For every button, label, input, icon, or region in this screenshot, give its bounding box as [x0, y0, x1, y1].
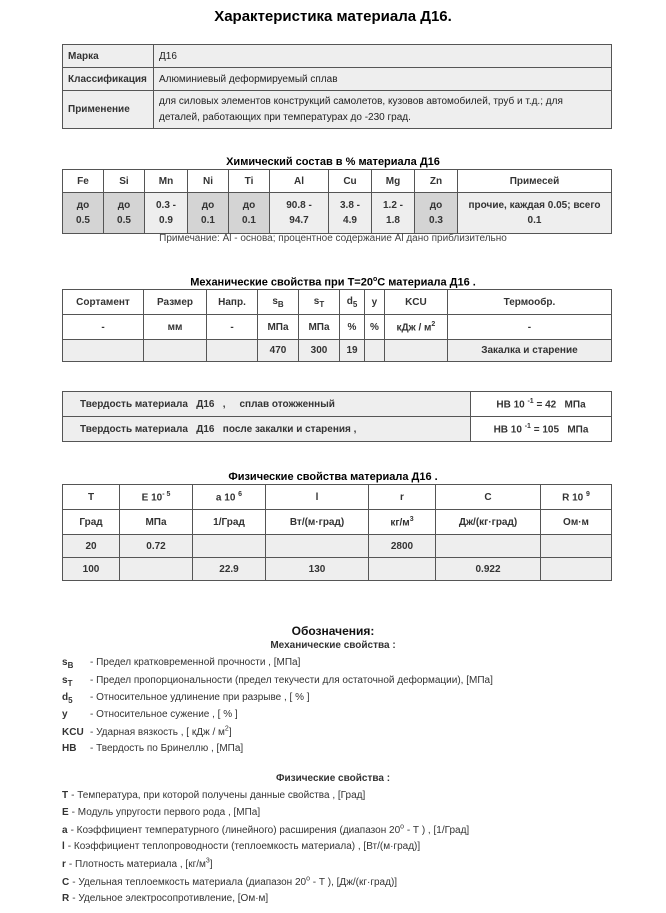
row-label: Классификация — [63, 68, 154, 91]
data-cell — [120, 558, 193, 581]
data-cell — [266, 535, 369, 558]
data-cell — [193, 535, 266, 558]
data-cell — [63, 340, 144, 362]
value-cell: до 0.1 — [229, 193, 270, 234]
row-value: Алюминиевый деформируемый сплав — [154, 68, 612, 91]
legend-item: $s_T$ - Предел пропорциональности (предел текучести для остаточной деформации), [МПа] — [62, 675, 493, 688]
physical-table — [62, 484, 612, 581]
header-cell: Cu — [329, 170, 372, 193]
unit-cell: Дж/(кг·град) — [436, 510, 541, 535]
units-row — [63, 510, 612, 535]
header-cell: T — [63, 485, 120, 510]
table-row — [63, 91, 612, 129]
table-row — [63, 417, 612, 442]
data-cell: 20 — [63, 535, 120, 558]
hardness-value: HB 10 $^{-1}$ = 42 МПа — [471, 392, 612, 417]
legend-item: R - Удельное электросопротивление, [Ом·м] — [62, 893, 269, 904]
data-cell: 19 — [340, 340, 365, 362]
header-cell: Si — [104, 170, 145, 193]
data-cell: 470 — [258, 340, 299, 362]
header-cell: Ti — [229, 170, 270, 193]
table-row — [63, 68, 612, 91]
header-cell: KCU — [384, 290, 447, 315]
legend-item: E - Модуль упругости первого рода , [МПа] — [62, 807, 261, 818]
mechanical-table — [62, 289, 612, 362]
unit-cell: мм — [144, 315, 207, 340]
header-cell: $d_5$ — [340, 290, 365, 315]
page-title: Характеристика материала Д16. — [214, 8, 452, 25]
data-cell — [384, 340, 447, 362]
data-cell: 0.922 — [436, 558, 541, 581]
legend-item: C - Удельная теплоемкость материала (диапазон 20$^o$ - Т ), [Дж/(кг·град)] — [62, 876, 398, 889]
header-cell: a 10 $^6$ — [193, 485, 266, 510]
row-label: Марка — [63, 45, 154, 68]
data-cell — [207, 340, 258, 362]
unit-cell: МПа — [258, 315, 299, 340]
data-cell: 0.72 — [120, 535, 193, 558]
row-value: Д16 — [154, 45, 612, 68]
header-cell: Примесей — [458, 170, 612, 193]
header-cell: l — [266, 485, 369, 510]
header-cell: Fe — [63, 170, 104, 193]
data-cell — [541, 535, 612, 558]
legend-item: T - Температура, при которой получены данные свойства , [Град] — [62, 790, 366, 801]
table-row — [63, 45, 612, 68]
data-cell — [369, 558, 436, 581]
header-row — [63, 485, 612, 510]
value-cell: прочие, каждая 0.05; всего 0.1 — [458, 193, 612, 234]
header-cell: $s_T$ — [299, 290, 340, 315]
unit-cell: Вт/(м·град) — [266, 510, 369, 535]
legend-item: l - Коэффициент теплопроводности (теплоемкость материала) , [Вт/(м·град)] — [62, 841, 421, 852]
data-cell — [436, 535, 541, 558]
header-cell: Размер — [144, 290, 207, 315]
chemical-note: Примечание: Al - основа; процентное содержание Al дано приблизительно — [159, 233, 507, 244]
header-cell: $s_B$ — [258, 290, 299, 315]
value-cell: 3.8 - 4.9 — [329, 193, 372, 234]
legend-phys-title: Физические свойства : — [275, 773, 391, 784]
header-cell: E $10^{- 5}$ — [120, 485, 193, 510]
value-cell: 1.2 - 1.8 — [372, 193, 415, 234]
chemical-table — [62, 169, 612, 234]
value-cell: до 0.1 — [188, 193, 229, 234]
value-cell: до 0.3 — [415, 193, 458, 234]
general-info-table — [62, 44, 612, 129]
header-cell: Термообр. — [447, 290, 611, 315]
row-value: для силовых элементов конструкций самолетов, кузовов автомобилей, труб и т.д.; для деталей, работающих при температурах до -230 град. — [154, 91, 612, 129]
unit-cell: - — [207, 315, 258, 340]
data-cell: 2800 — [369, 535, 436, 558]
data-cell: 100 — [63, 558, 120, 581]
legend-item: HB - Твердость по Бринеллю , [МПа] — [62, 743, 244, 754]
hardness-table — [62, 391, 612, 442]
legend-title: Обозначения: — [291, 624, 375, 638]
header-cell: C — [436, 485, 541, 510]
header-cell: Zn — [415, 170, 458, 193]
unit-cell: $кг/м^3$ — [369, 510, 436, 535]
legend-item: r - Плотность материала , $[кг/м^3]$ — [62, 858, 213, 871]
unit-cell: Ом·м — [541, 510, 612, 535]
legend-item: $d_5$ - Относительное удлинение при разрыве , [ % ] — [62, 692, 310, 705]
header-row — [63, 290, 612, 315]
header-cell: Mn — [145, 170, 188, 193]
unit-cell: кДж / $м^2$ — [384, 315, 447, 340]
data-row — [63, 340, 612, 362]
header-cell: Mg — [372, 170, 415, 193]
header-cell: Напр. — [207, 290, 258, 315]
hardness-label: Твердость материала Д16 после закалки и старения , — [63, 417, 471, 442]
hardness-value: HB 10 $^{-1}$ = 105 МПа — [471, 417, 612, 442]
legend-item: y - Относительное сужение , [ % ] — [62, 709, 238, 720]
unit-cell: МПа — [120, 510, 193, 535]
header-cell: y — [365, 290, 385, 315]
unit-cell: % — [365, 315, 385, 340]
unit-cell: 1/Град — [193, 510, 266, 535]
physical-caption: Физические свойства материала Д16 . — [228, 471, 438, 483]
data-cell: Закалка и старение — [447, 340, 611, 362]
header-cell: Сортамент — [63, 290, 144, 315]
value-cell: 90.8 - 94.7 — [270, 193, 329, 234]
legend-mech-title: Механические свойства : — [270, 640, 396, 651]
data-row — [63, 535, 612, 558]
mechanical-caption: Механические свойства при $Т=20^оС$ материала Д16 . — [190, 276, 476, 289]
data-cell: 22.9 — [193, 558, 266, 581]
header-row — [63, 170, 612, 193]
units-row — [63, 315, 612, 340]
legend-item: $s_B$ - Предел кратковременной прочности , [МПа] — [62, 657, 301, 670]
unit-cell: Град — [63, 510, 120, 535]
unit-cell: МПа — [299, 315, 340, 340]
values-row — [63, 193, 612, 234]
header-cell: Al — [270, 170, 329, 193]
value-cell: до 0.5 — [63, 193, 104, 234]
data-cell — [541, 558, 612, 581]
row-label: Применение — [63, 91, 154, 129]
unit-cell: - — [63, 315, 144, 340]
header-cell: r — [369, 485, 436, 510]
value-cell: до 0.5 — [104, 193, 145, 234]
data-row — [63, 558, 612, 581]
data-cell: 130 — [266, 558, 369, 581]
chemical-caption: Химический состав в % материала Д16 — [226, 156, 440, 168]
data-cell — [365, 340, 385, 362]
header-cell: Ni — [188, 170, 229, 193]
unit-cell: % — [340, 315, 365, 340]
legend-item: KCU - Ударная вязкость , [ кДж / $м^2$] — [62, 726, 232, 739]
legend-item: a - Коэффициент температурного (линейного) расширения (диапазон 20$^o$ - Т ) , [1/Град] — [62, 824, 470, 837]
hardness-label: Твердость материала Д16 , сплав отожженный — [63, 392, 471, 417]
table-row — [63, 392, 612, 417]
header-cell: R 10 $^9$ — [541, 485, 612, 510]
data-cell: 300 — [299, 340, 340, 362]
data-cell — [144, 340, 207, 362]
value-cell: 0.3 - 0.9 — [145, 193, 188, 234]
unit-cell: - — [447, 315, 611, 340]
